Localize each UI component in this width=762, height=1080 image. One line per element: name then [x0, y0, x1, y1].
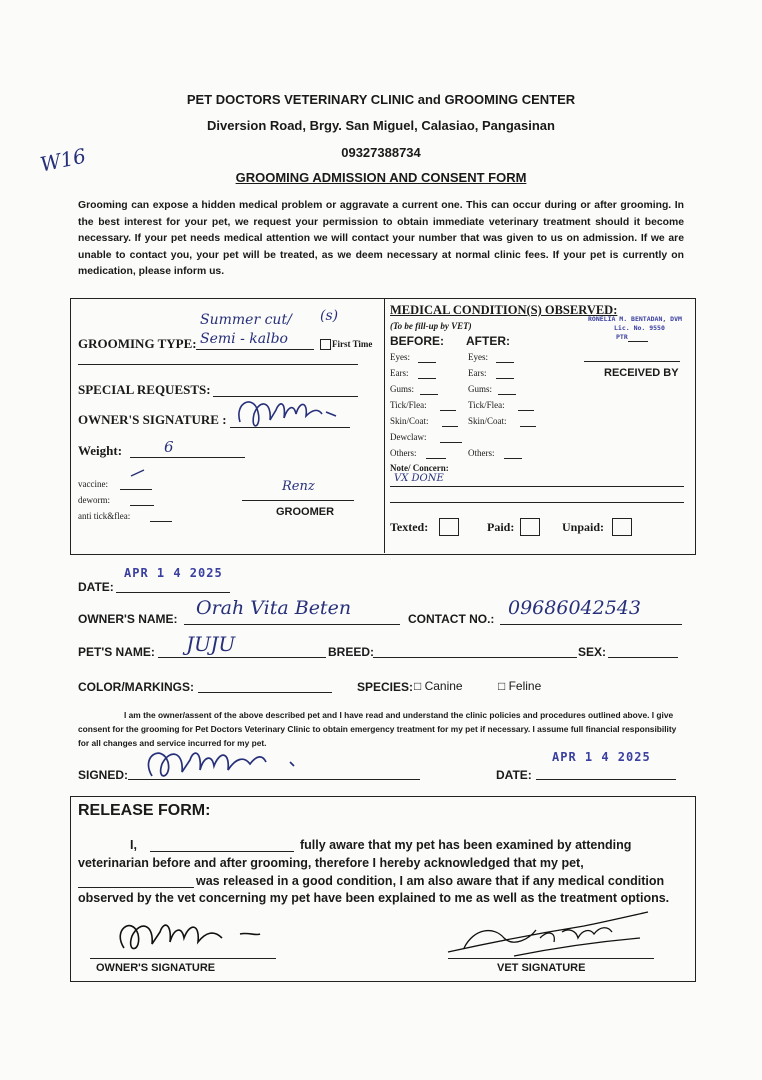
admission-date-label: DATE: — [78, 580, 114, 594]
release-i: I, — [130, 838, 137, 852]
ears-after-line — [496, 378, 514, 379]
paid-label: Paid: — [487, 520, 515, 534]
first-time-label: First Time — [332, 339, 373, 349]
others-before: Others: — [390, 448, 417, 458]
deworm-label: deworm: — [78, 495, 110, 505]
grooming-type-label: GROOMING TYPE: — [78, 336, 197, 351]
eyes-before: Eyes: — [390, 352, 410, 362]
texted-checkbox[interactable] — [439, 518, 459, 536]
release-line-3: was released in a good condition, I am also aware that if any medical condition — [196, 874, 665, 888]
tick-flea-after-line — [518, 410, 534, 411]
vaccine-label: vaccine: — [78, 479, 108, 489]
note-line-2 — [390, 502, 684, 503]
after-label: AFTER: — [466, 334, 510, 348]
owner-name-value[interactable]: Orah Vita Beten — [196, 597, 352, 619]
dewclaw-line — [440, 442, 462, 443]
dewclaw-label: Dewclaw: — [390, 432, 427, 442]
pet-name-label: PET'S NAME: — [78, 645, 155, 659]
medical-title: MEDICAL CONDITION(S) OBSERVED: — [390, 303, 618, 317]
gums-before-line — [420, 394, 438, 395]
skin-coat-after-line — [520, 426, 536, 427]
texted-label: Texted: — [390, 520, 429, 534]
color-markings-line[interactable] — [198, 692, 332, 693]
tick-flea-after: Tick/Flea: — [468, 400, 505, 410]
release-pet-line[interactable] — [78, 887, 194, 888]
release-owner-signature-scribble — [110, 912, 270, 962]
ears-before-line — [418, 378, 436, 379]
others-after-line — [504, 458, 522, 459]
note-label: Note/ Concern: — [390, 463, 449, 473]
species-canine-option[interactable]: □ Canine — [414, 679, 463, 693]
species-label: SPECIES: — [357, 680, 414, 694]
eyes-after-line — [496, 362, 514, 363]
release-owner-signature-line — [90, 958, 276, 959]
pet-name-value[interactable]: JUJU — [186, 632, 236, 656]
deworm-line — [130, 505, 154, 506]
received-by-line — [584, 361, 680, 362]
anti-tick-line — [150, 521, 172, 522]
sex-label: SEX: — [578, 645, 607, 659]
unpaid-label: Unpaid: — [562, 520, 605, 534]
anti-tick-label: anti tick&flea: — [78, 511, 131, 521]
groomer-label: GROOMER — [276, 506, 335, 518]
clinic-address: Diversion Road, Brgy. San Miguel, Calasiao, Pangasinan — [207, 118, 555, 133]
tick-flea-before: Tick/Flea: — [390, 400, 427, 410]
signed-label: SIGNED: — [78, 768, 129, 782]
form-title: GROOMING ADMISSION AND CONSENT FORM — [235, 170, 527, 185]
consent-text: I am the owner/assent of the above described pet and I have read and understand the clinic policies and procedures outlined above. I give consent for the grooming for Pet Doctors Veterinary Clinic to obtain emergency treatment for my pet if necessary. I assume full financial responsibility for all changes and service incurred for my pet. — [78, 710, 677, 748]
pet-name-line — [158, 657, 326, 658]
others-before-line — [426, 458, 446, 459]
vaccine-check-mark — [128, 466, 150, 480]
groomer-name: Renz — [282, 479, 315, 494]
consent-signature-scribble — [140, 742, 310, 788]
paid-checkbox[interactable] — [520, 518, 540, 536]
consent-date-line — [536, 779, 676, 780]
column-divider — [384, 298, 385, 553]
consent-date-label: DATE: — [496, 768, 532, 782]
owner-name-label: OWNER'S NAME: — [78, 612, 178, 626]
consent-date-stamp: APR 1 4 2025 — [552, 750, 651, 764]
skin-coat-before: Skin/Coat: — [390, 416, 429, 426]
skin-coat-after: Skin/Coat: — [468, 416, 507, 426]
grooming-extra-line — [78, 364, 358, 365]
vet-stamp-ptr: PTR — [616, 333, 628, 341]
groomer-line — [242, 500, 354, 501]
skin-coat-before-line — [442, 426, 458, 427]
special-requests-label: SPECIAL REQUESTS: — [78, 382, 211, 397]
clinic-name: PET DOCTORS VETERINARY CLINIC and GROOMING CENTER — [186, 92, 576, 107]
sex-line[interactable] — [608, 657, 678, 658]
release-vet-signature-label: VET SIGNATURE — [497, 962, 586, 974]
release-title: RELEASE FORM: — [78, 802, 211, 819]
received-by-label: RECEIVED BY — [604, 367, 679, 379]
release-name-line[interactable] — [150, 851, 294, 852]
tick-flea-before-line — [440, 410, 456, 411]
eyes-after: Eyes: — [468, 352, 488, 362]
vet-stamp-name: RONELIA M. BENTADAN, DVM — [588, 315, 682, 323]
contact-line — [500, 624, 682, 625]
note-value[interactable]: VX DONE — [394, 473, 444, 484]
gums-after: Gums: — [468, 384, 493, 394]
eyes-before-line — [418, 362, 436, 363]
release-vet-signature-line — [448, 958, 654, 959]
release-owner-signature-label: OWNER'S SIGNATURE — [96, 962, 216, 974]
ears-before: Ears: — [390, 368, 409, 378]
gums-after-line — [498, 394, 516, 395]
contact-value[interactable]: 09686042543 — [508, 597, 641, 619]
breed-line[interactable] — [373, 657, 577, 658]
corner-note: W16 — [38, 143, 89, 177]
clinic-phone: 09327388734 — [341, 145, 421, 160]
owner-signature-label: OWNER'S SIGNATURE : — [78, 412, 227, 427]
grooming-type-note: Summer cut/ — [200, 312, 292, 328]
breed-label: BREED: — [328, 645, 375, 659]
weight-value[interactable]: 6 — [164, 438, 174, 456]
release-line-1: fully aware that my pet has been examined by attending — [300, 838, 632, 852]
others-after: Others: — [468, 448, 495, 458]
grooming-type-line — [196, 349, 314, 350]
medical-subtitle: (To be fill-up by VET) — [390, 321, 472, 331]
vaccine-line — [120, 489, 152, 490]
gums-before: Gums: — [390, 384, 415, 394]
before-label: BEFORE: — [390, 334, 444, 348]
release-line-4: observed by the vet concerning my pet have been explained to me as well as the treatment options. — [78, 891, 670, 905]
first-time-checkbox[interactable] — [320, 339, 331, 350]
owner-name-line — [184, 624, 400, 625]
contact-label: CONTACT NO.: — [408, 612, 495, 626]
note-line-1 — [390, 486, 684, 487]
weight-line — [130, 457, 245, 458]
vet-stamp-ptr-line — [628, 341, 648, 342]
release-line-2: veterinarian before and after grooming, therefore I hereby acknowledged that my pet, — [78, 856, 584, 870]
grooming-type-note2: (s) — [320, 308, 339, 324]
admission-date-line — [116, 592, 230, 593]
color-markings-label: COLOR/MARKINGS: — [78, 680, 194, 694]
intro-text: Grooming can expose a hidden medical problem or aggravate a current one. This can occur during or after grooming. In the best interest for your pet, we request your permission to obtain immediate veterinary treatment should it become necessary. If your pet needs medical attention we will contact your number that was given to us on admission. If we are unable to contact you, your pet will be treated, as we deem necessary at normal clinic fees. If your pet is currently on medication, please inform us. — [78, 200, 684, 277]
vet-stamp-lic: Lic. No. 9550 — [614, 324, 665, 332]
unpaid-checkbox[interactable] — [612, 518, 632, 536]
weight-label: Weight: — [78, 443, 123, 458]
grooming-type-value[interactable]: Semi - kalbo — [200, 331, 288, 347]
admission-date-stamp: APR 1 4 2025 — [124, 566, 223, 580]
owner-signature-scribble — [232, 392, 362, 436]
ears-after: Ears: — [468, 368, 487, 378]
release-vet-signature-scribble — [444, 908, 654, 962]
species-feline-option[interactable]: □ Feline — [498, 679, 542, 693]
